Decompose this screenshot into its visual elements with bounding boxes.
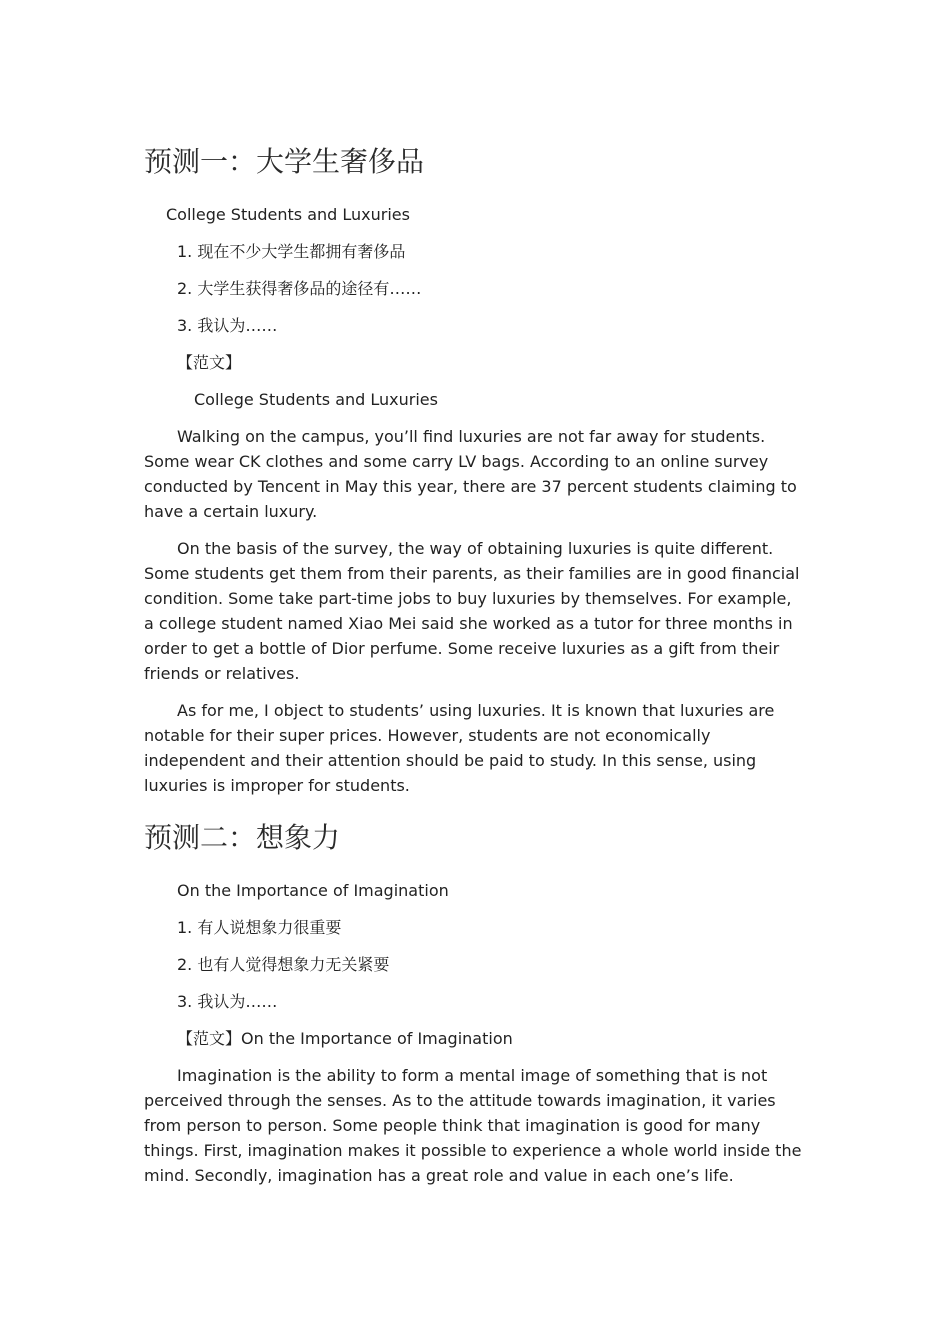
section1-heading: 预测一：大学生奢侈品 (144, 145, 425, 178)
document-page (144, 140, 806, 1200)
section2-point-1: 1. 有人说想象力很重要 (177, 918, 342, 937)
section1-point-3: 3. 我认为…… (177, 316, 278, 335)
section2-topic: On the Importance of Imagination (177, 881, 449, 900)
section1-paragraph-2: On the basis of the survey, the way of obtaining luxuries is quite different. Some students get them from their parents, as their families are in good financial condition. Some take part-time jobs to buy luxuries by themselves. For example, a college student named Xiao Mei said she worked as a tutor for three months in order to get a bottle of Dior perfume. Some receive luxuries as a gift from their friends or relatives. (144, 539, 800, 683)
section1-paragraph-1: Walking on the campus, you’ll find luxuries are not far away for students. Some wear CK clothes and some carry LV bags. According to an online survey conducted by Tencent in May this year, there are 37 percent students claiming to have a certain luxury. (144, 427, 797, 521)
section2-paragraph-1: Imagination is the ability to form a mental image of something that is not perceived through the senses. As to the attitude towards imagination, it varies from person to person. Some people think that imagination is good for many things. First, imagination makes it possible to experience a whole world inside the mind. Secondly, imagination has a great role and value in each one’s life. (144, 1066, 802, 1185)
section1-topic: College Students and Luxuries (166, 205, 410, 224)
section2-sample-line: 【范文】On the Importance of Imagination (177, 1029, 513, 1048)
section2-point-3: 3. 我认为…… (177, 992, 278, 1011)
section2-heading: 预测二：想象力 (144, 821, 341, 854)
section1-point-2: 2. 大学生获得奢侈品的途径有…… (177, 279, 422, 298)
section1-paragraph-3: As for me, I object to students’ using luxuries. It is known that luxuries are notable for their super prices. However, students are not economically independent and their attention should be paid to study. In this sense, using luxuries is improper for students. (144, 701, 775, 795)
section2-point-2: 2. 也有人觉得想象力无关紧要 (177, 955, 390, 974)
section1-sample-title: College Students and Luxuries (194, 390, 438, 409)
section1-point-1: 1. 现在不少大学生都拥有奢侈品 (177, 242, 406, 261)
section1-sample-label: 【范文】 (177, 353, 242, 372)
